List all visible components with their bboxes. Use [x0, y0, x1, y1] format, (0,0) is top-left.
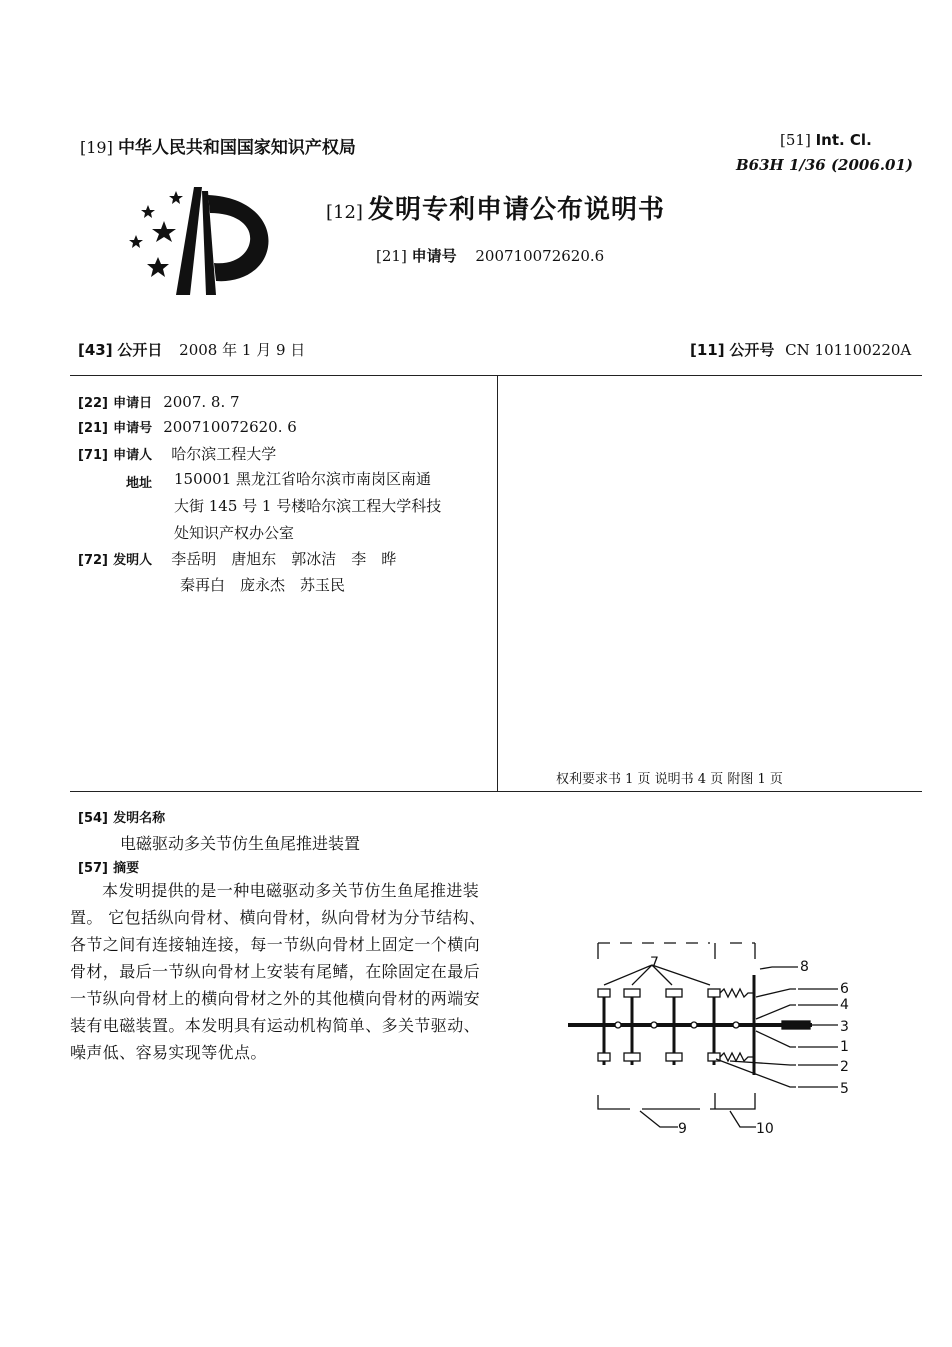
app-no-value: 200710072620. 6: [163, 418, 297, 436]
label-5: 5: [840, 1081, 849, 1097]
inventor-line-1: 李岳明 唐旭东 郭冰洁 李 晔: [171, 550, 397, 568]
column-divider: [497, 376, 498, 792]
label-1: 1: [840, 1039, 849, 1055]
abstract-code: [57]: [78, 861, 108, 876]
doc-type-code: [12]: [326, 202, 363, 223]
filing-value: 2007. 8. 7: [163, 393, 240, 411]
intcl-value: B63H 1/36 (2006.01): [736, 156, 913, 174]
intcl-label: Int. Cl.: [815, 131, 872, 149]
label-9: 9: [678, 1121, 687, 1137]
address-line-3: 处知识产权办公室: [174, 524, 295, 542]
filing-date-row: [78, 392, 240, 411]
applicant-value: 哈尔滨工程大学: [171, 445, 277, 463]
intcl-line: [780, 131, 872, 149]
app-no-label: 申请号: [113, 421, 153, 436]
inventor-row: [78, 548, 396, 569]
label-6: 6: [840, 981, 849, 997]
office-name: 中华人民共和国国家知识产权局: [117, 138, 356, 158]
inventor-code: [72]: [78, 553, 108, 568]
cnipa-logo: [122, 183, 272, 295]
header-app-no-line: [376, 245, 604, 266]
pub-date-label: 公开日: [117, 341, 163, 359]
applicant-label: 申请人: [113, 448, 153, 463]
abstract-body: [70, 877, 488, 1066]
pub-no-label: 公开号: [729, 341, 775, 359]
applicant-code: [71]: [78, 448, 108, 463]
invention-title: 电磁驱动多关节仿生鱼尾推进装置: [120, 834, 361, 853]
title-label: 发明名称: [113, 811, 166, 826]
title-heading: [78, 807, 165, 826]
title-code: [54]: [78, 811, 108, 826]
abstract-heading: [78, 857, 139, 876]
pub-date-value: 2008 年 1 月 9 日: [179, 341, 306, 359]
pub-date-line: [78, 339, 305, 360]
label-8: 8: [800, 959, 809, 975]
label-3: 3: [840, 1019, 849, 1035]
doc-type-line: [326, 189, 665, 226]
pub-date-code: [43]: [78, 341, 113, 359]
app-no-row: [78, 417, 297, 436]
inventor-label: 发明人: [113, 553, 153, 568]
top-rule: [70, 375, 922, 376]
bottom-rule: [70, 791, 922, 792]
office-code: [19]: [80, 138, 113, 157]
pub-no-value: CN 101100220A: [785, 341, 912, 359]
address-line-2: 大街 145 号 1 号楼哈尔滨工程大学科技: [174, 497, 442, 515]
address-label: 地址: [126, 476, 153, 491]
label-7: 7: [650, 955, 659, 971]
filing-code: [22]: [78, 396, 108, 411]
header-app-no-label: 申请号: [411, 247, 457, 265]
app-no-code: [21]: [78, 421, 108, 436]
pub-no-code: [11]: [690, 341, 725, 359]
pub-no-line: [690, 339, 911, 360]
header-app-no-value: 200710072620.6: [475, 247, 605, 265]
filing-label: 申请日: [113, 396, 153, 411]
label-2: 2: [840, 1059, 849, 1075]
label-4: 4: [840, 997, 849, 1013]
abstract-text: 本发明提供的是一种电磁驱动多关节仿生鱼尾推进装置。 它包括纵向骨材、横向骨材，纵向骨材为分节结构、各节之间有连接轴连接，每一节纵向骨材上固定一个横向骨材，最后一节纵向骨材上安装有尾鳍，在除固定在最后一节纵向骨材上的横向骨材之外的其他横向骨材的两端安装有电磁装置。本发明具有运动机构简单、多关节驱动、噪声低、容易实现等优点。: [70, 881, 486, 1062]
abstract-figure: [560, 935, 860, 1145]
abstract-label: 摘要: [113, 861, 140, 876]
page-counts: 权利要求书 1 页 说明书 4 页 附图 1 页: [556, 772, 783, 787]
address-line-1: 150001 黑龙江省哈尔滨市南岗区南通: [174, 470, 432, 488]
header-app-no-code: [21]: [376, 247, 407, 265]
intcl-code: [51]: [780, 131, 811, 149]
office-line: [80, 133, 356, 158]
doc-type-title: 发明专利申请公布说明书: [368, 195, 666, 225]
applicant-row: [78, 443, 276, 464]
inventor-line-2: 秦再白 庞永杰 苏玉民: [180, 576, 346, 594]
label-10: 10: [756, 1121, 774, 1137]
